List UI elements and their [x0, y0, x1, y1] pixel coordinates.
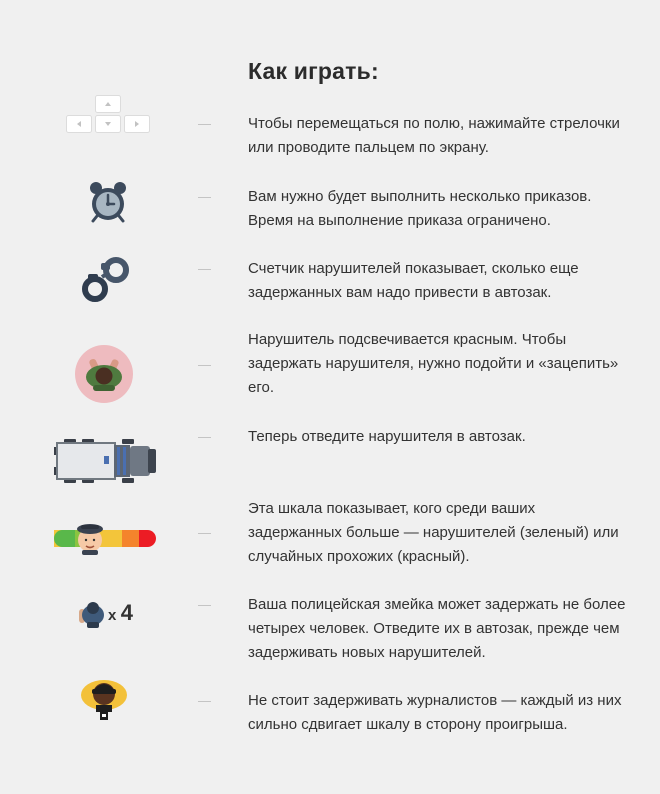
- multiplier-value: 4: [120, 600, 134, 625]
- instruction-text: Эта шкала показывает, кого среди ваших задержанных больше — нарушителей (зеленый) или случайных прохожих (красный).: [248, 500, 619, 565]
- instruction-text: Чтобы перемещаться по полю, нажимайте стрелочки или проводите пальцем по экрану.: [248, 115, 620, 156]
- instruction-text: Не стоит задерживать журналистов — каждый из них сильно сдвигает шкалу в сторону проигрыша.: [248, 692, 622, 733]
- highlighted-offender-icon: [75, 345, 133, 403]
- snake-multiplier: [108, 600, 133, 626]
- arrow-keys-icon: [66, 95, 150, 133]
- page-title: Как играть:: [248, 58, 379, 84]
- separator-dash: [198, 437, 211, 438]
- separator-dash: [198, 197, 211, 198]
- instruction-text: Теперь отведите нарушителя в автозак.: [248, 428, 526, 445]
- instruction-text: Ваша полицейская змейка может задержать не более четырех человек. Отведите их в автозак, прежде чем задерживать новых нарушителей.: [248, 596, 626, 661]
- police-van-icon: [54, 439, 157, 483]
- police-snake-icon: [78, 599, 106, 629]
- separator-dash: [198, 365, 211, 366]
- journalist-icon: [79, 675, 129, 725]
- separator-dash: [198, 124, 211, 125]
- detention-scale-icon: [53, 522, 157, 556]
- separator-dash: [198, 533, 211, 534]
- separator-dash: [198, 269, 211, 270]
- instruction-text: Нарушитель подсвечивается красным. Чтобы задержать нарушителя, нужно подойти и «зацепить» его.: [248, 331, 619, 396]
- instruction-text: Счетчик нарушителей показывает, сколько еще задержанных вам надо привести в автозак.: [248, 260, 579, 301]
- instruction-text: Вам нужно будет выполнить несколько приказов. Время на выполнение приказа ограничено.: [248, 188, 592, 229]
- separator-dash: [198, 605, 211, 606]
- separator-dash: [198, 701, 211, 702]
- handcuffs-icon: [82, 257, 130, 303]
- multiplier-x: x: [108, 607, 117, 624]
- alarm-clock-icon: [88, 181, 128, 223]
